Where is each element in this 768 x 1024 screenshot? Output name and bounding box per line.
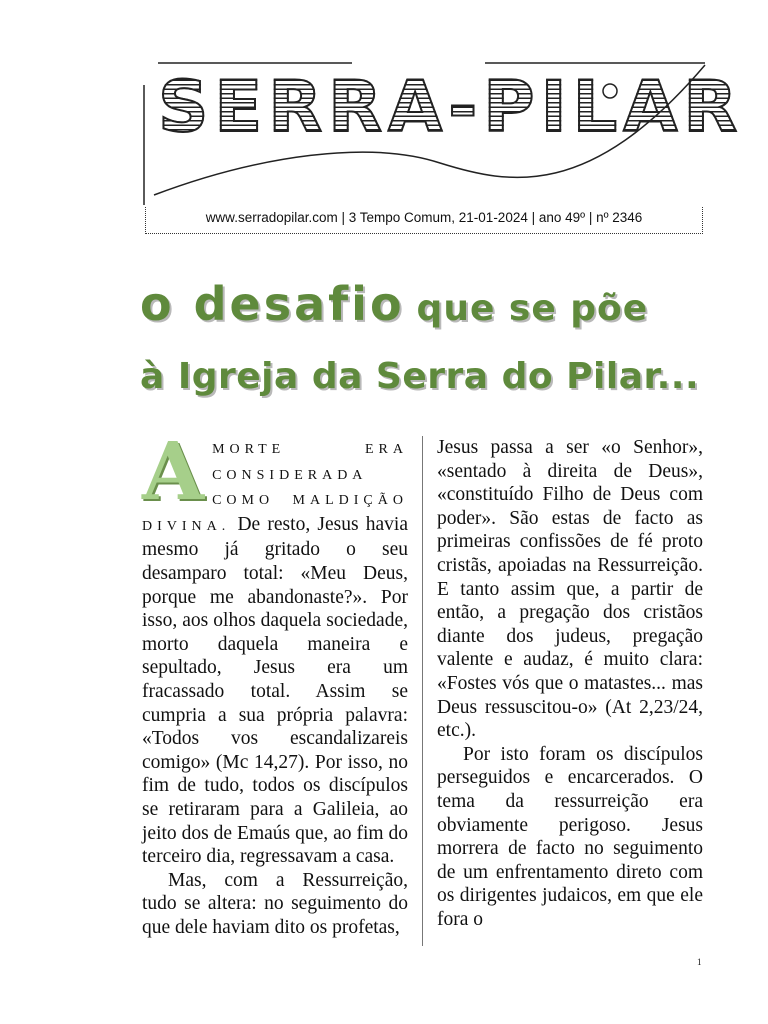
headline-line-2: à Igreja da Serra do Pilar... — [140, 356, 700, 397]
headline-small: que se põe — [416, 288, 649, 329]
article-column-left — [142, 424, 408, 939]
masthead-info-bar: www.serradopilar.com | 3 Tempo Comum, 21-01-2024 | ano 49º | nº 2346 — [145, 207, 703, 234]
column-divider — [422, 436, 423, 946]
page-number: 1 — [697, 957, 702, 967]
article-column-right — [437, 436, 703, 931]
headline-big: o desafio — [140, 277, 405, 331]
logo: SERRA-PILAR — [158, 57, 743, 157]
drop-cap: A — [142, 424, 205, 518]
headline-line-1 — [140, 277, 710, 331]
paragraph-1-text: De resto, Jesus havia mesmo já gritado o seu desamparo total: «Meu Deus, porque me abandonaste?». Por isso, aos olhos daquela sociedade, morto daquela maneira e sepultado, Jesus era um fracassado total. Assim se cumpria a sua própria palavra: «Todos vos escandalizareis comigo» (Mc 14,27). Por isso, no fim de tudo, todos os discípulos se retiraram para a Galileia, ao jeito dos de Emaús que, ao fim do terceiro dia, regressavam a casa. — [142, 513, 408, 868]
lead-small-caps: MORTE ERA CONSIDERADA COMO MALDIÇÃO DIVINA. — [142, 442, 408, 534]
paragraph-2-continued: Jesus passa a ser «o Senhor», «sentado à direita de Deus», «constituído Filho de Deus com poder». São estas de facto as primeiras confissões de fé proto cristãs, apoiadas na Ressurreição. E tanto assim que, a partir de então, a pregação dos cristãos diante dos judeus, pregação valente e audaz, é muito clara: «Fostes vós que o matastes... mas Deus ressuscitou-o» (At 2,23/24, etc.). — [437, 437, 703, 742]
paragraph-1 — [142, 424, 408, 869]
paragraph-2: Mas, com a Ressurreição, tudo se altera: no seguimento do que dele haviam dito os profetas, — [142, 869, 408, 938]
paragraph-3: Por isto foram os discípulos perseguidos e encarcerados. O tema da ressurreição era obviamente perigoso. Jesus morrera de facto no seguimento de um enfrentamento direto com os dirigentes judaicos, em que ele fora o — [437, 743, 703, 930]
